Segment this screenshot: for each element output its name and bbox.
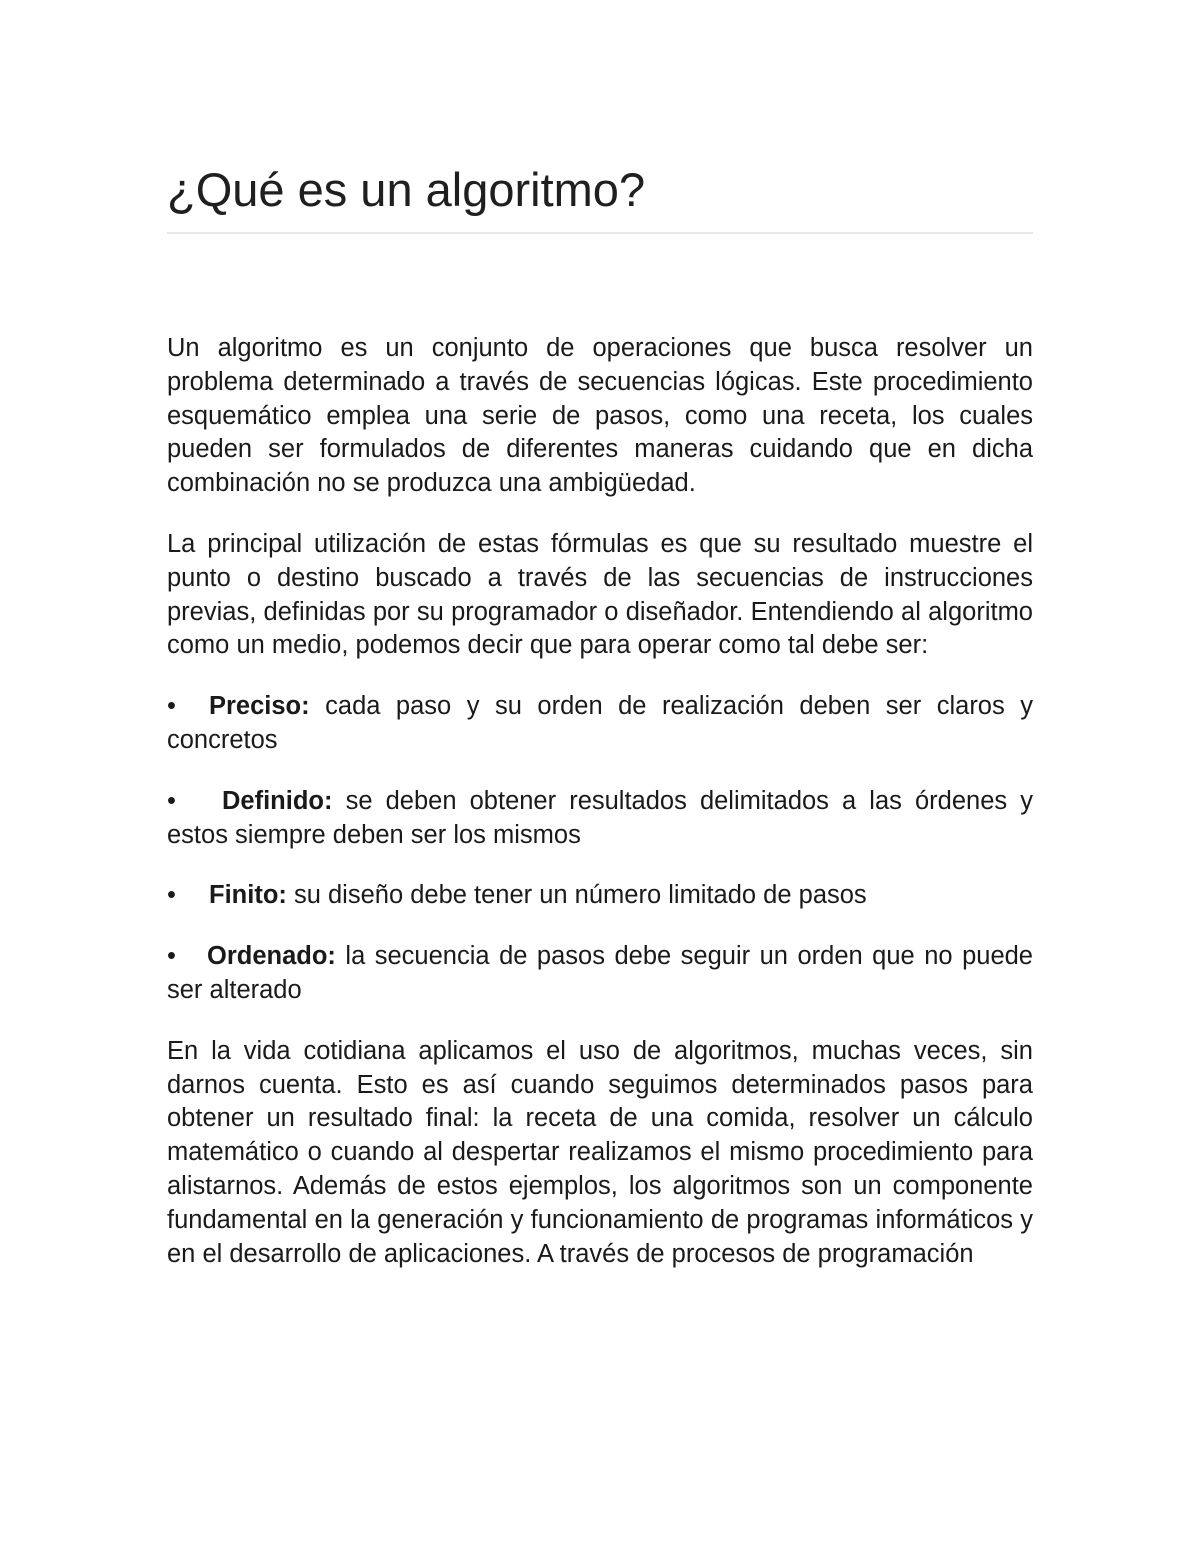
bullet-marker: •	[167, 942, 176, 971]
list-item-preciso	[167, 690, 1033, 758]
paragraph-usage: La principal utilización de estas fórmulas es que su resultado muestre el punto o destino buscado a través de las secuencias de instrucciones previas, definidas por su programador o diseñador. Entendiendo al algoritmo como un medio, podemos decir que para operar como tal debe ser:	[167, 529, 1033, 660]
title-divider	[167, 232, 1033, 234]
bullet-text: la secuencia de pasos debe seguir un orden que no puede ser alterado	[167, 942, 1033, 1004]
bullet-marker: •	[167, 692, 176, 721]
list-item-finito	[167, 879, 1033, 913]
paragraph-everyday: En la vida cotidiana aplicamos el uso de algoritmos, muchas veces, sin darnos cuenta. Esto es así cuando seguimos determinados pasos para obtener un resultado final: la receta de una comida, resolver un cálculo matemático o cuando al despertar realizamos el mismo procedimiento para alistarnos. Además de estos ejemplos, los algoritmos son un componente fundamental en la generación y funcionamiento de programas informáticos y en el desarrollo de aplicaciones. A través de procesos de programación	[167, 1036, 1033, 1268]
bullet-term: Ordenado:	[207, 942, 336, 971]
list-item-ordenado	[167, 940, 1033, 1008]
document-page	[167, 160, 1033, 1298]
bullet-term: Finito:	[209, 881, 287, 910]
bullet-text: se deben obtener resultados delimitados a las órdenes y estos siempre deben ser los mismos	[167, 786, 1033, 849]
bullet-term: Preciso:	[209, 692, 310, 721]
bullet-text: su diseño debe tener un número limitado de pasos	[286, 881, 867, 910]
list-item-definido	[167, 785, 1033, 853]
bullet-marker: •	[167, 881, 176, 910]
bullet-marker: •	[167, 786, 176, 815]
paragraph-definition: Un algoritmo es un conjunto de operaciones que busca resolver un problema determinado a través de secuencias lógicas. Este procedimiento esquemático emplea una serie de pasos, como una receta, los cuales pueden ser formulados de diferentes maneras cuidando que en dicha combinación no se produzca una ambigüedad.	[167, 334, 1033, 498]
bullet-term: Definido:	[222, 786, 333, 815]
bullet-text: cada paso y su orden de realización deben ser claros y concretos	[167, 692, 1033, 754]
page-title: ¿Qué es un algoritmo?	[167, 163, 646, 216]
